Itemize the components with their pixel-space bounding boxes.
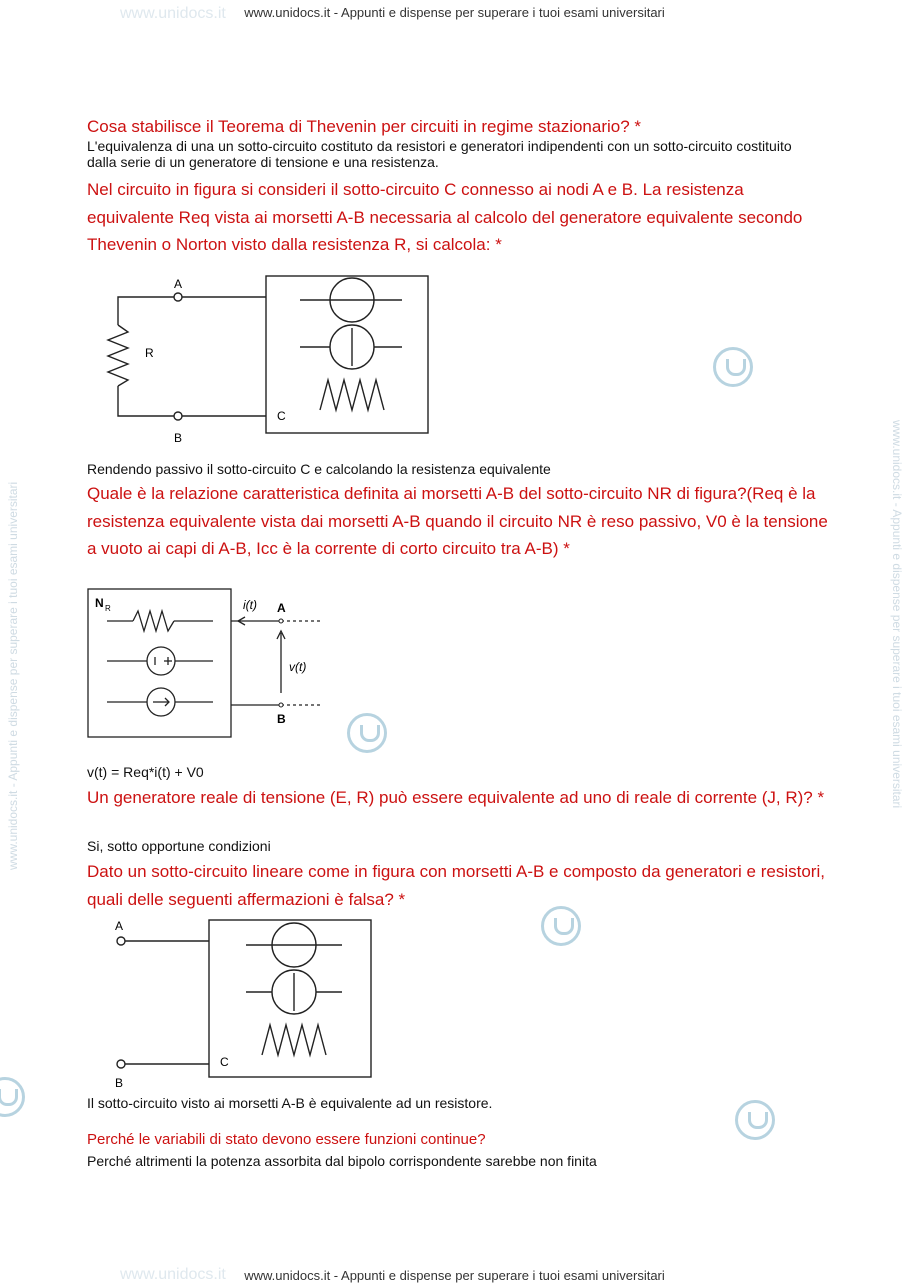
label-n: N (95, 596, 104, 610)
terminal-b (174, 412, 182, 420)
label-r: R (145, 346, 154, 360)
label-b: B (115, 1076, 124, 1090)
circuit-figure-2 (110, 915, 380, 1095)
answer-2: Rendendo passivo il sotto-circuito C e calcolando la resistenza equivalente (87, 461, 551, 477)
label-a: A (277, 601, 286, 615)
label-v: v(t) (289, 660, 307, 674)
label-b: B (174, 431, 183, 445)
watermark-text: www.unidocs.it (120, 5, 226, 22)
watermark-text: www.unidocs.it (120, 1266, 226, 1283)
question-2: Nel circuito in figura si consideri il sotto-circuito C connesso ai nodi A e B. La resistenza equivalente Req vista ai morsetti A-B necessaria al calcolo del generatore equivalente secondo Thevenin o Norton visto dalla resistenza R, si calcola: * (87, 180, 803, 254)
page-footer: www.unidocs.it - Appunti e dispense per superare i tuoi esami universitari (244, 1268, 665, 1283)
page-header: www.unidocs.it - Appunti e dispense per superare i tuoi esami universitari (244, 5, 665, 20)
watermark-side-right: www.unidocs.it - Appunti e dispense per superare i tuoi esami universitari (890, 420, 904, 809)
answer-1: L'equivalenza di una un sotto-circuito costituto da resistori e generatori indipendenti con un sotto-circuito costituito dalla serie di un generatore di tensione e una resistenza. (87, 138, 792, 170)
watermark-logo-icon (713, 347, 753, 387)
answer-4: Si, sotto opportune condizioni (87, 838, 271, 854)
label-b: B (277, 712, 286, 726)
label-a: A (115, 919, 124, 933)
question-1: Cosa stabilisce il Teorema di Thevenin per circuiti in regime stazionario? * (87, 117, 642, 136)
terminal-a (174, 293, 182, 301)
question-5: Dato un sotto-circuito lineare come in figura con morsetti A-B e composto da generatori e resistori, quali delle seguenti affermazioni è falsa? * (87, 862, 825, 909)
label-c: C (220, 1055, 229, 1069)
watermark-logo-icon (0, 1077, 25, 1117)
label-a: A (174, 277, 183, 291)
answer-5: Il sotto-circuito visto ai morsetti A-B è equivalente ad un resistore. (87, 1095, 493, 1111)
label-i: i(t) (243, 598, 257, 612)
watermark-side-left: www.unidocs.it - Appunti e dispense per superare i tuoi esami universitari (6, 481, 20, 870)
circuit-figure-1 (90, 270, 440, 450)
answer-3: v(t) = Req*i(t) + V0 (87, 764, 204, 780)
answer-6: Perché altrimenti la potenza assorbita dal bipolo corrispondente sarebbe non finita (87, 1153, 597, 1169)
watermark-logo-icon (347, 713, 387, 753)
question-6: Perché le variabili di stato devono essere funzioni continue? (87, 1131, 486, 1148)
label-c: C (277, 409, 286, 423)
question-3: Quale è la relazione caratteristica definita ai morsetti A-B del sotto-circuito NR di figura?(Req è la resistenza equivalente vista dai morsetti A-B quando il circuito NR è reso passivo, V0 è la tensione a vuoto ai capi di A-B, Icc è la corrente di corto circuito tra A-B) * (87, 484, 828, 558)
label-n-sub: R (105, 604, 111, 613)
question-4: Un generatore reale di tensione (E, R) può essere equivalente ad uno di reale di corrente (J, R)? * (87, 788, 825, 807)
circuit-figure-nr (85, 585, 335, 745)
